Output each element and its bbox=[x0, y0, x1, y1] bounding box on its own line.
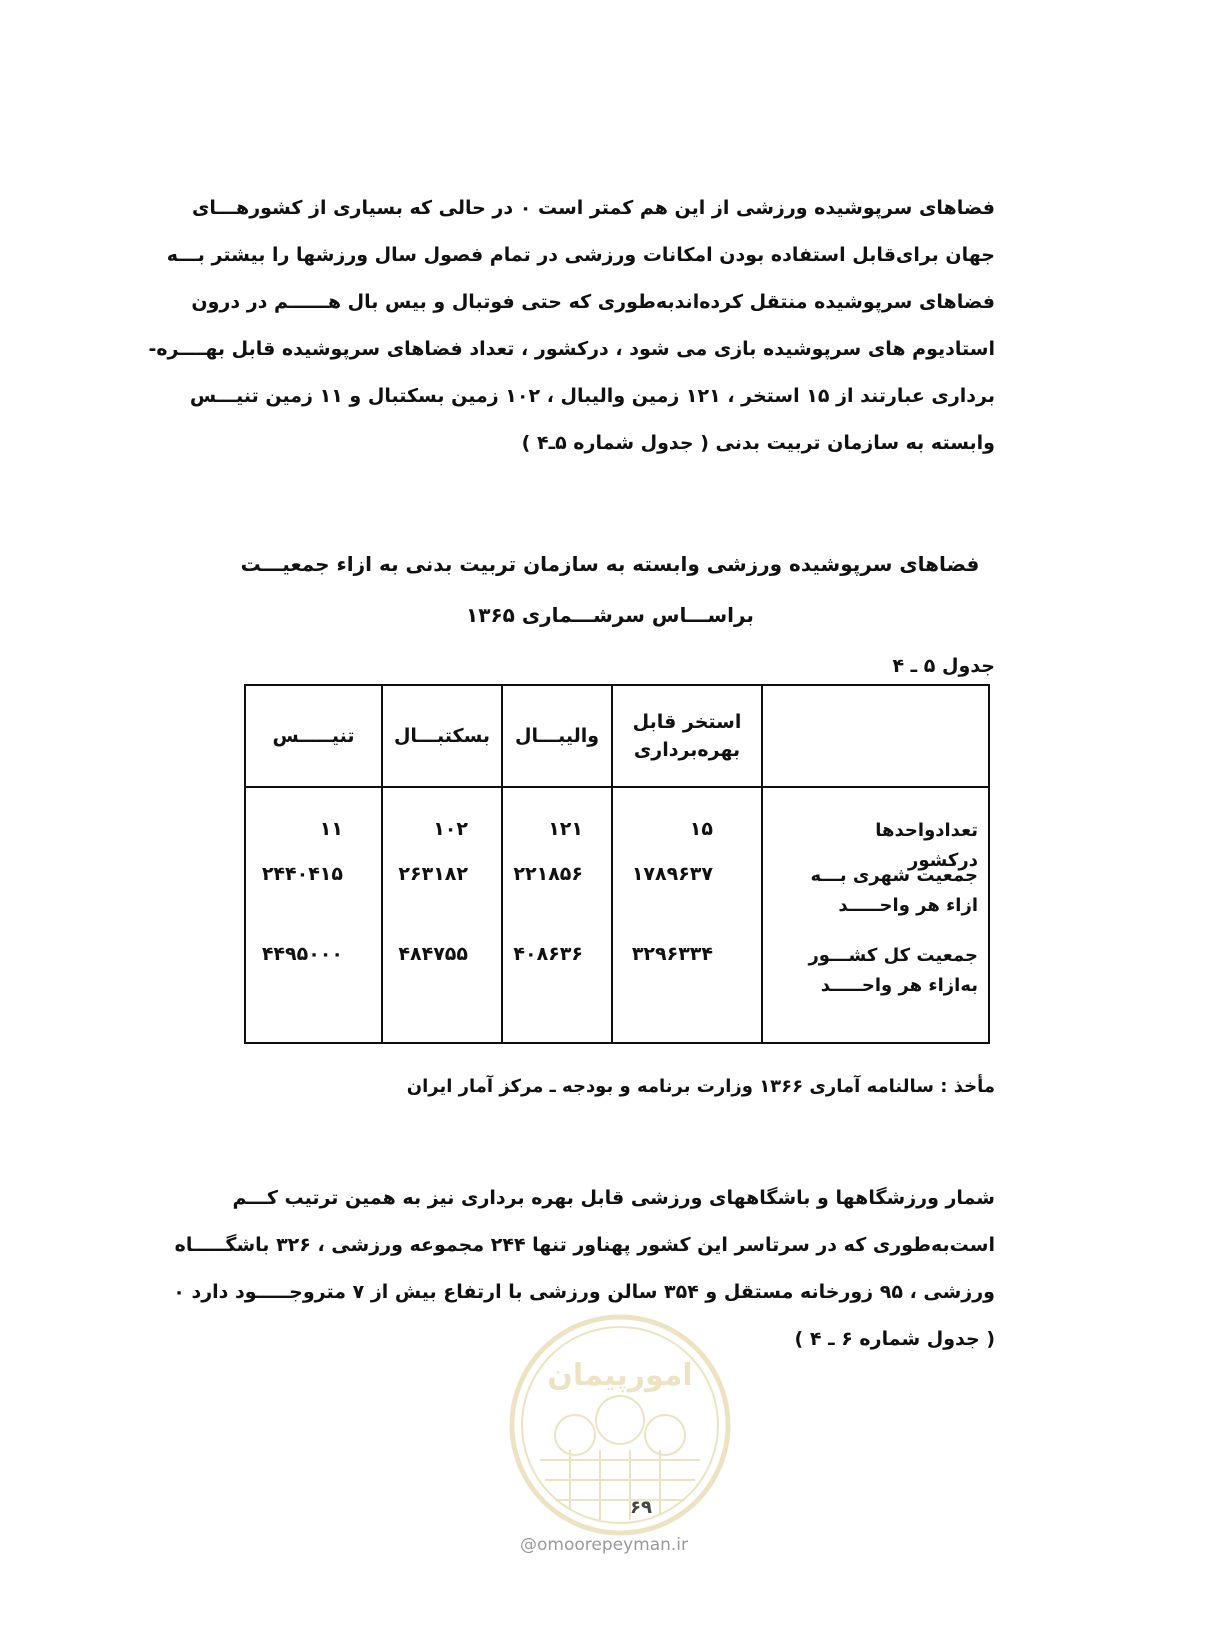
table-cell: ۱۵ bbox=[689, 818, 713, 840]
site-url: @omoorepeyman.ir bbox=[520, 1535, 689, 1555]
header-volleyball: والیبـــال bbox=[514, 725, 600, 747]
table-cell: ۲۴۴۰۴۱۵ bbox=[261, 863, 343, 885]
row-label-units: تعدادواحدها درکشور bbox=[875, 820, 978, 871]
header-pool: استخر قابل بهره‌برداری bbox=[632, 711, 742, 761]
table-cell: ۴۸۴۷۵۵ bbox=[398, 943, 468, 965]
header-empty-cell bbox=[763, 686, 991, 786]
page-number: ۶۹ bbox=[630, 1497, 652, 1518]
paragraph-line: فضاهای سرپوشیده ورزشی از این هم کمتر است ۰ در حالی که بسیاری از کشورهـــای bbox=[192, 197, 995, 219]
table-cell: ۱۲۱ bbox=[548, 818, 583, 840]
table-cell: ۴۰۸۶۳۶ bbox=[513, 943, 583, 965]
table-cell: ۱۷۸۹۶۳۷ bbox=[631, 863, 713, 885]
paragraph-line: برداری عبارتند از ۱۵ استخر ، ۱۲۱ زمین والیبال ، ۱۰۲ زمین بسکتبال و ۱۱ زمین تنیـــس bbox=[189, 385, 995, 407]
source-note: مأخذ : سالنامه آماری ۱۳۶۶ وزارت برنامه و بودجه ـ مرکز آمار ایران bbox=[406, 1076, 995, 1097]
row-label-urban-population: جمعیت شهری بـــه ازاء هر واحـــــد bbox=[810, 865, 978, 916]
paragraph-line: ( جدول شماره ۶ ـ ۴ ) bbox=[794, 1328, 995, 1350]
table-cell: ۲۲۱۸۵۶ bbox=[513, 863, 583, 885]
table-title: فضاهای سرپوشیده ورزشی وابسته به سازمان تربیت بدنی به ازاء جمعیـــت bbox=[240, 552, 980, 576]
table-cell: ۳۲۹۶۳۳۴ bbox=[631, 943, 713, 965]
paragraph-line: ورزشی ، ۹۵ زورخانه مستقل و ۳۵۴ سالن ورزشی با ارتفاع بیش از ۷ متروجـــــود دارد ۰ bbox=[173, 1281, 995, 1303]
paragraph-line: جهان برای‌قابل استفاده بودن امکانات ورزشی در تمام فصول سال ورزشها را بیشتر بـــه bbox=[166, 244, 995, 266]
header-divider bbox=[246, 786, 988, 788]
table-number-label: جدول ۵ ـ ۴ bbox=[892, 655, 995, 677]
statistics-table bbox=[244, 684, 990, 1044]
intro-paragraph bbox=[148, 185, 995, 467]
table-subtitle: براســـاس سرشـــماری ۱۳۶۵ bbox=[466, 603, 754, 627]
table-cell: ۱۰۲ bbox=[433, 818, 468, 840]
table-cell: ۴۴۹۵۰۰۰ bbox=[261, 943, 343, 965]
header-basketball: بسکتبـــال bbox=[393, 725, 491, 747]
row-label-total-population: جمعیت کل کشـــور به‌ازاء هر واحـــــد bbox=[808, 945, 978, 996]
watermark-text: امورپیمان bbox=[547, 1358, 693, 1393]
watermark-logo bbox=[505, 1310, 735, 1540]
paragraph-line: شمار ورزشگاهها و باشگاههای ورزشی قابل بهره برداری نیز به همین ترتیب کـــم bbox=[232, 1187, 995, 1209]
paragraph-line: است‌به‌طوری که در سرتاسر این کشور پهناور تنها ۲۴۴ مجموعه ورزشی ، ۳۲۶ باشگـــــاه bbox=[174, 1234, 995, 1256]
header-tennis: تنیـــــس bbox=[272, 725, 355, 747]
table-cell: ۱۱ bbox=[319, 818, 343, 840]
paragraph-line: فضاهای سرپوشیده منتقل کرده‌اندبه‌طوری که حتی فوتبال و بیس بال هــــــم در درون bbox=[191, 291, 995, 313]
paragraph-line: استادیوم های سرپوشیده بازی می شود ، درکشور ، تعداد فضاهای سرپوشیده قابل بهــــره‌- bbox=[148, 338, 995, 360]
table-cell: ۲۶۳۱۸۲ bbox=[398, 863, 468, 885]
paragraph-line: وابسته به سازمان تربیت بدنی ( جدول شماره ۵ـ۴ ) bbox=[521, 432, 995, 454]
